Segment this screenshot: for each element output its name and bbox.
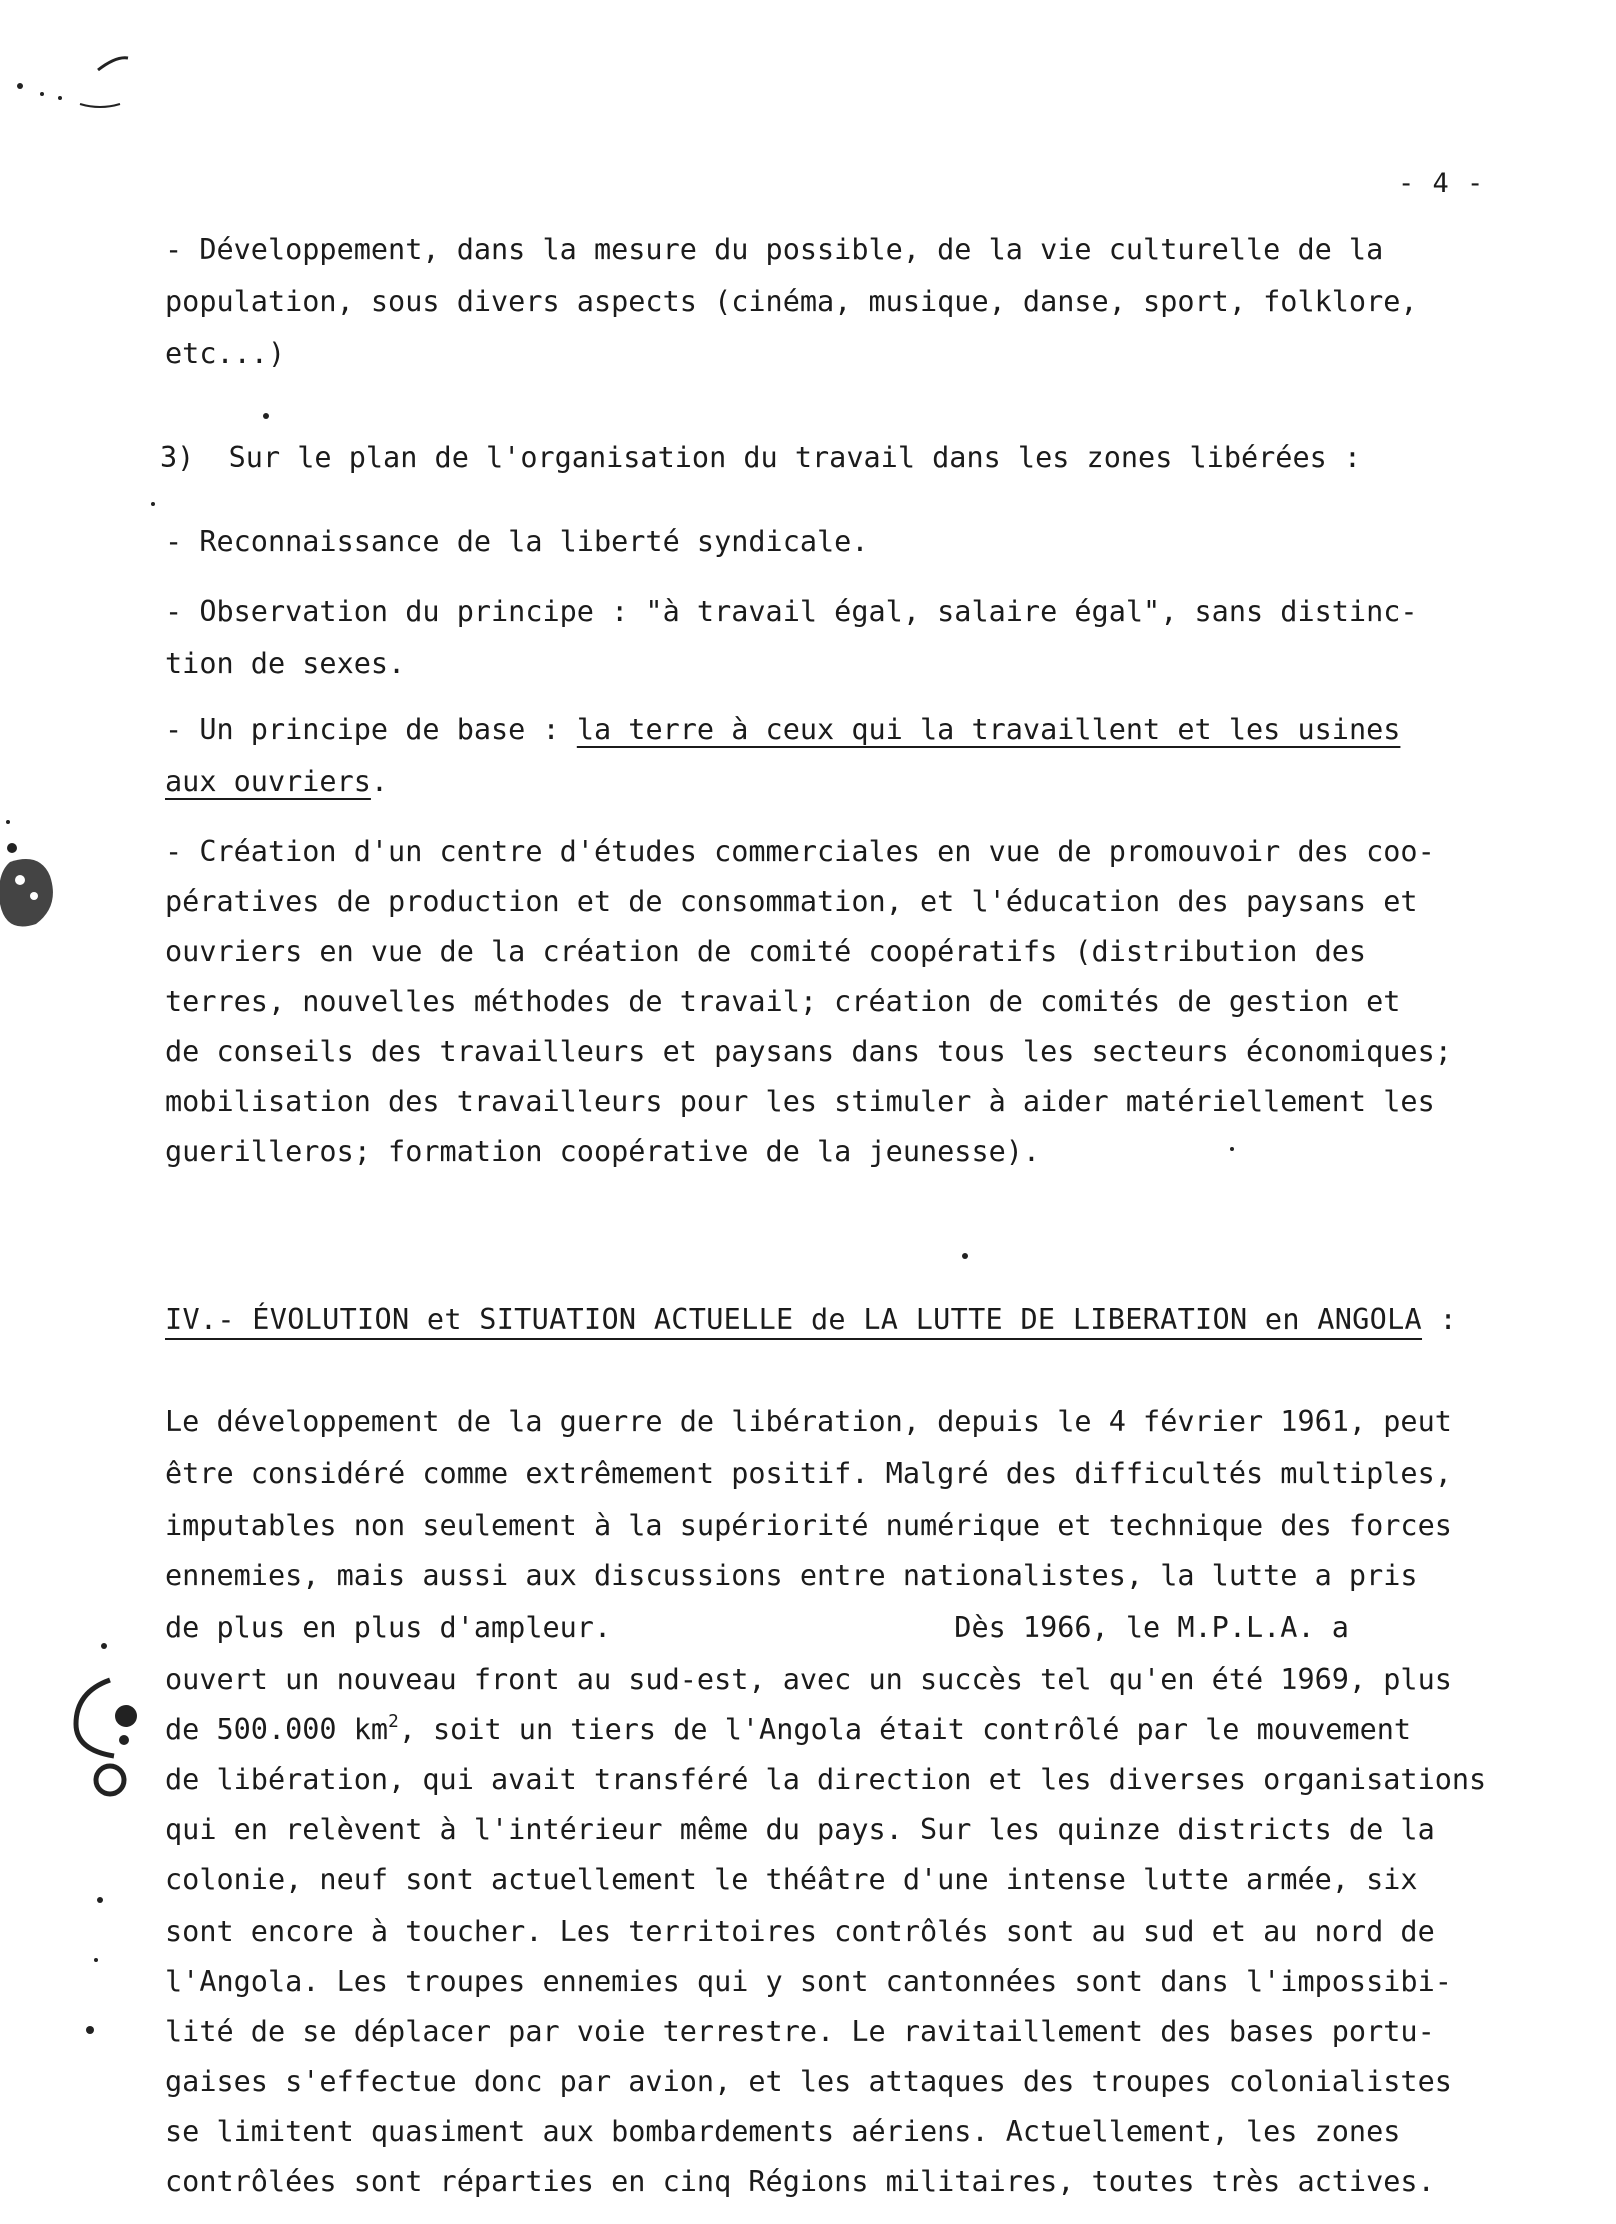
section-heading: 3) Sur le plan de l'organisation du travail dans les zones libérées :: [160, 441, 1362, 474]
list-item-continuation: tion de sexes.: [165, 647, 406, 680]
body-line: contrôlées sont réparties en cinq Régions militaires, toutes très actives.: [165, 2165, 1435, 2198]
list-item-continuation: de conseils des travailleurs et paysans dans tous les secteurs économiques;: [165, 1035, 1452, 1068]
body-line: Le développement de la guerre de libération, depuis le 4 février 1961, peut: [165, 1405, 1452, 1438]
list-item: - Création d'un centre d'études commerciales en vue de promouvoir des coo-: [165, 835, 1435, 868]
underlined-text: aux ouvriers: [165, 765, 371, 798]
section-iv-heading: [165, 1302, 1457, 1338]
list-item: [165, 712, 1400, 748]
paragraph-line: population, sous divers aspects (cinéma, musique, danse, sport, folklore,: [165, 285, 1418, 318]
area-text-rest: , soit un tiers de l'Angola était contrôlé par le mouvement: [398, 1713, 1412, 1746]
list-item-continuation: pératives de production et de consommation, et l'éducation des paysans et: [165, 885, 1418, 918]
body-line: se limitent quasiment aux bombardements aériens. Actuellement, les zones: [165, 2115, 1401, 2148]
body-line: sont encore à toucher. Les territoires contrôlés sont au sud et au nord de: [165, 1915, 1435, 1948]
body-line: ouvert un nouveau front au sud-est, avec un succès tel qu'en été 1969, plus: [165, 1663, 1452, 1696]
area-text: de 500.000 km: [165, 1713, 389, 1746]
body-line: l'Angola. Les troupes ennemies qui y sont cantonnées sont dans l'impossibi-: [165, 1965, 1452, 1998]
list-item-continuation: [165, 764, 388, 800]
list-item-text: .: [370, 765, 389, 798]
list-item: - Reconnaissance de la liberté syndicale.: [165, 525, 869, 558]
page-number: - 4 -: [1398, 168, 1485, 199]
section-iv-colon: :: [1422, 1303, 1457, 1336]
body-line: de plus en plus d'ampleur. Dès 1966, le M.P.L.A. a: [165, 1611, 1349, 1644]
body-line: être considéré comme extrêmement positif. Malgré des difficultés multiples,: [165, 1457, 1452, 1490]
body-line: qui en relèvent à l'intérieur même du pays. Sur les quinze districts de la: [165, 1813, 1435, 1846]
body-line: de libération, qui avait transféré la direction et les diverses organisations: [165, 1763, 1487, 1796]
list-item-continuation: ouvriers en vue de la création de comité coopératifs (distribution des: [165, 935, 1367, 968]
list-item-continuation: guerilleros; formation coopérative de la jeunesse).: [165, 1135, 1041, 1168]
body-line: colonie, neuf sont actuellement le théâtre d'une intense lutte armée, six: [165, 1863, 1418, 1896]
body-line: imputables non seulement à la supériorité numérique et technique des forces: [165, 1509, 1452, 1542]
list-item-continuation: terres, nouvelles méthodes de travail; création de comités de gestion et: [165, 985, 1401, 1018]
body-line: gaises s'effectue donc par avion, et les attaques des troupes colonialistes: [165, 2065, 1452, 2098]
superscript: 2: [388, 1712, 399, 1732]
body-line: ennemies, mais aussi aux discussions entre nationalistes, la lutte a pris: [165, 1559, 1418, 1592]
list-item-continuation: mobilisation des travailleurs pour les stimuler à aider matériellement les: [165, 1085, 1435, 1118]
underlined-text: la terre à ceux qui la travaillent et les usines: [576, 713, 1401, 746]
section-iv-title: IV.- ÉVOLUTION et SITUATION ACTUELLE de LA LUTTE DE LIBERATION en ANGOLA: [165, 1303, 1423, 1336]
body-line: lité de se déplacer par voie terrestre. Le ravitaillement des bases portu-: [165, 2015, 1435, 2048]
list-item: - Observation du principe : "à travail égal, salaire égal", sans distinc-: [165, 595, 1418, 628]
paragraph-line: etc...): [165, 337, 286, 370]
paragraph-line: - Développement, dans la mesure du possible, de la vie culturelle de la: [165, 233, 1384, 266]
body-line: [165, 1712, 1411, 1748]
list-item-text: - Un principe de base :: [165, 713, 577, 746]
